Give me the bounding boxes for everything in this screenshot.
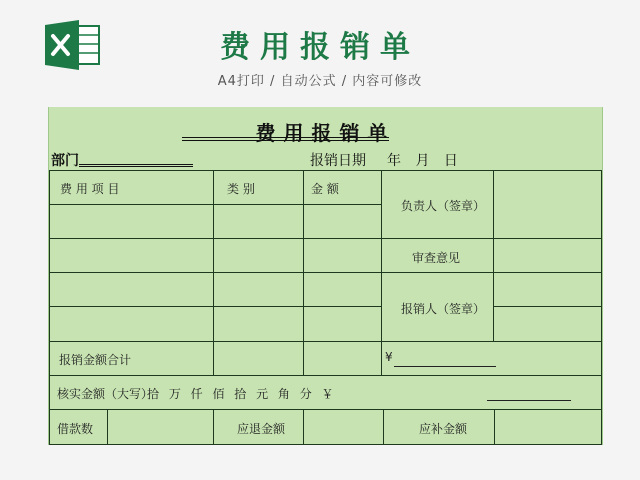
expense-table	[49, 170, 602, 445]
responsible-label: 负责人（签章）	[401, 199, 486, 213]
table-cell[interactable]	[303, 204, 382, 239]
table-cell[interactable]	[303, 306, 382, 342]
col-header-amount: 金 额	[311, 182, 339, 196]
total-yen-cell[interactable]	[381, 341, 602, 376]
total-cell[interactable]	[303, 341, 382, 376]
date-parts: 年 月 日	[387, 153, 458, 169]
table-cell[interactable]	[303, 272, 382, 307]
verified-label: 核实金额（大写）	[57, 387, 154, 401]
table-cell[interactable]	[49, 306, 214, 342]
col-header-category: 类 别	[227, 182, 255, 196]
claimant-sign-cell[interactable]	[493, 306, 602, 342]
total-cell[interactable]	[213, 341, 304, 376]
review-cell[interactable]	[493, 238, 602, 273]
table-cell[interactable]	[213, 306, 304, 342]
dept-field-underline	[79, 166, 193, 167]
dept-label: 部门	[51, 153, 79, 169]
responsible-sign-cell[interactable]	[493, 170, 602, 239]
col-header-item: 费 用 项 目	[60, 182, 120, 196]
table-cell[interactable]	[303, 238, 382, 273]
claimant-label: 报销人（签章）	[401, 302, 486, 316]
table-cell[interactable]	[213, 272, 304, 307]
page-title: 费用报销单	[220, 30, 420, 65]
refund-label: 应退金额	[237, 422, 286, 436]
yen-symbol: ¥	[385, 350, 393, 364]
form-sheet	[48, 107, 603, 445]
dept-field[interactable]	[79, 164, 193, 165]
page-subtitle: A4打印 / 自动公式 / 内容可修改	[217, 74, 423, 89]
refund-cell[interactable]	[303, 409, 384, 445]
total-label: 报销金额合计	[59, 353, 132, 367]
supplement-cell[interactable]	[494, 409, 602, 445]
verified-line	[487, 400, 571, 401]
verified-units: 拾 万 仟 佰 拾 元 角 分 ￥	[147, 387, 334, 401]
form-title: 费用报销单	[255, 121, 396, 145]
table-cell[interactable]	[49, 272, 214, 307]
table-cell[interactable]	[213, 238, 304, 273]
title-underline	[182, 140, 389, 141]
table-cell[interactable]	[49, 238, 214, 273]
claimant-sign-cell[interactable]	[493, 272, 602, 307]
title-underline	[182, 137, 389, 138]
table-cell[interactable]	[213, 204, 304, 239]
loan-cell[interactable]	[107, 409, 214, 445]
loan-label: 借款数	[57, 422, 94, 436]
total-yen-line	[394, 366, 496, 367]
date-label: 报销日期	[310, 153, 366, 169]
supplement-label: 应补金额	[419, 422, 468, 436]
review-label: 审查意见	[412, 251, 461, 265]
table-cell[interactable]	[49, 204, 214, 239]
